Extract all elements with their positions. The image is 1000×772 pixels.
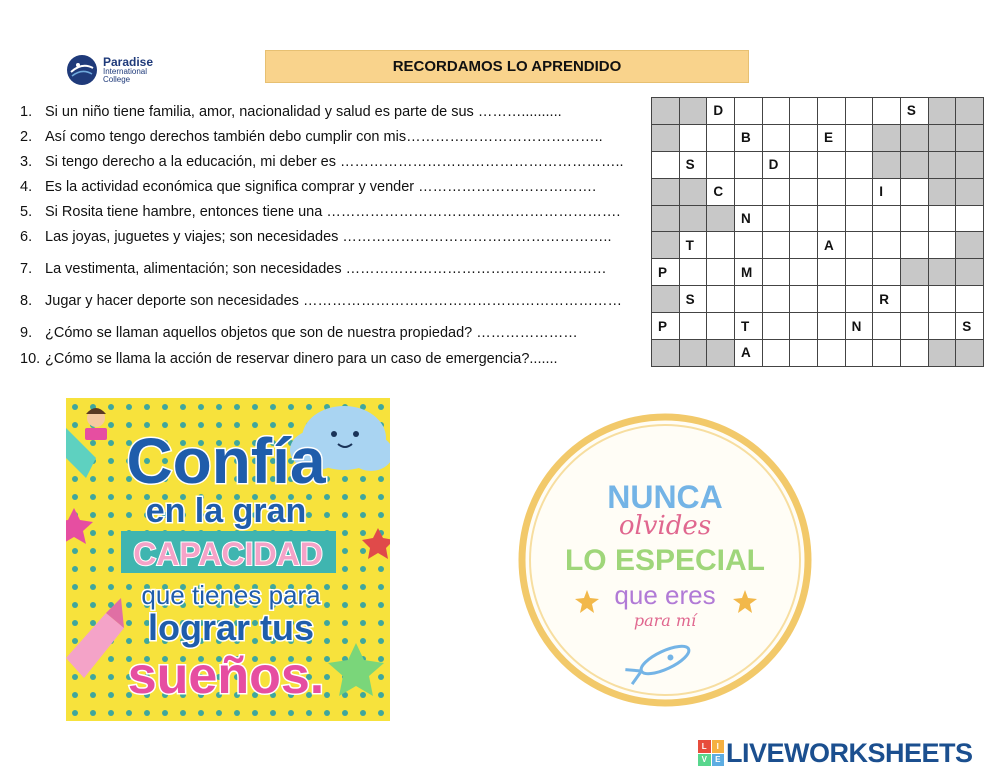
crossword-cell[interactable] [734,151,762,178]
crossword-cell[interactable] [652,151,680,178]
brand-text: LIVEWORKSHEETS [726,737,973,768]
crossword-cell: N [845,313,873,340]
crossword-blocked-cell [707,340,735,367]
crossword-blocked-cell [652,205,680,232]
crossword-row [652,98,984,125]
crossword-cell: N [734,205,762,232]
crossword-blocked-cell [928,178,956,205]
question-text: Jugar y hacer deporte son necesidades ………………………………………………………… [45,293,622,309]
crossword-row [652,178,984,205]
crossword-blocked-cell [652,340,680,367]
crossword-blocked-cell [900,259,928,286]
crossword-cell[interactable] [845,205,873,232]
question-text: Si un niño tiene familia, amor, nacionalidad y salud es parte de sus ……….......... [45,104,562,120]
crossword-cell[interactable] [817,178,845,205]
crossword-blocked-cell [679,178,707,205]
crossword-cell[interactable] [956,205,984,232]
crossword-cell[interactable] [762,259,790,286]
crossword-cell[interactable] [845,124,873,151]
crossword-cell[interactable] [845,259,873,286]
crossword-blocked-cell [652,124,680,151]
crossword-cell[interactable] [845,178,873,205]
logo-name: Paradise [103,55,154,69]
crossword-row [652,286,984,313]
crossword-blocked-cell [652,178,680,205]
badge-line-2: olvides [618,511,712,541]
crossword-cell[interactable] [762,205,790,232]
question-text: La vestimenta, alimentación; son necesidades ……………………………………………… [45,261,607,277]
brand-logo-icon [698,740,724,766]
crossword-blocked-cell [707,205,735,232]
badge-line-4: que eres [614,580,716,610]
crossword-blocked-cell [900,151,928,178]
crossword-cell[interactable] [900,205,928,232]
crossword-cell[interactable] [790,124,818,151]
crossword-cell[interactable] [817,313,845,340]
crossword-cell: T [734,313,762,340]
crossword-cell[interactable] [707,232,735,259]
badge-art [515,410,815,710]
title-banner [265,50,749,83]
crossword-blocked-cell [652,286,680,313]
question-item [20,325,578,341]
crossword-cell[interactable] [928,313,956,340]
logo-line-2: College [103,75,131,84]
crossword-blocked-cell [652,98,680,125]
page-title: RECORDAMOS LO APRENDIDO [392,58,622,75]
crossword-blocked-cell [900,124,928,151]
badge-line-1: NUNCA [607,479,723,515]
crossword-blocked-cell [956,178,984,205]
crossword-cell: S [679,286,707,313]
question-text: Si Rosita tiene hambre, entonces tiene una ……………………………………………………. [45,204,621,220]
crossword-cell: D [707,98,735,125]
poster-line-4: que tienes para [141,580,321,610]
crossword-cell[interactable] [707,124,735,151]
crossword-cell[interactable] [873,313,901,340]
crossword-cell[interactable] [817,259,845,286]
question-number: 8. [20,293,33,309]
logo-line-1: International [103,67,148,76]
crossword-cell: P [652,313,680,340]
crossword-blocked-cell [679,340,707,367]
poster-line-1: Confía [126,425,326,497]
crossword-blocked-cell [928,340,956,367]
crossword-cell[interactable] [817,151,845,178]
crossword-cell: S [956,313,984,340]
question-number: 6. [20,229,33,245]
crossword-cell[interactable] [762,313,790,340]
crossword-cell[interactable] [900,178,928,205]
crossword-cell[interactable] [928,286,956,313]
crossword-cell[interactable] [790,205,818,232]
question-text: ¿Cómo se llaman aquellos objetos que son de nuestra propiedad? ………………… [45,325,578,341]
crossword-cell[interactable] [679,313,707,340]
question-item [20,204,620,220]
crossword-cell[interactable] [762,124,790,151]
crossword-cell[interactable] [900,232,928,259]
question-item [20,351,558,367]
crossword-blocked-cell [652,232,680,259]
crossword-cell[interactable] [707,151,735,178]
question-text: Si tengo derecho a la educación, mi deber es ………………………………………………….. [45,154,624,170]
motivational-poster [66,398,390,721]
crossword-cell: S [900,98,928,125]
crossword-cell[interactable] [679,259,707,286]
crossword-cell[interactable] [817,205,845,232]
question-number: 2. [20,129,33,145]
crossword-cell: A [734,340,762,367]
crossword-cell[interactable] [790,151,818,178]
question-number: 3. [20,154,33,170]
crossword-cell[interactable] [762,178,790,205]
crossword-blocked-cell [956,151,984,178]
crossword-cell[interactable] [734,98,762,125]
question-text: Así como tengo derechos también debo cumplir con mis………………………………….. [45,129,603,145]
crossword-cell[interactable] [734,178,762,205]
brand-block: E [712,754,725,767]
question-number: 7. [20,261,33,277]
crossword-blocked-cell [956,232,984,259]
poster-line-6: sueños. [127,647,325,705]
crossword-row [652,205,984,232]
crossword-cell[interactable] [928,205,956,232]
poster-line-5: lograr tus [147,607,315,648]
crossword-cell[interactable] [956,286,984,313]
poster-line-3: CAPACIDAD [133,536,323,572]
crossword-row [652,259,984,286]
crossword-blocked-cell [956,340,984,367]
question-number: 1. [20,104,33,120]
liveworksheets-brand [698,736,973,770]
question-number: 5. [20,204,33,220]
globe-icon [66,54,98,86]
circular-badge [515,410,815,710]
crossword-blocked-cell [679,205,707,232]
crossword-blocked-cell [928,98,956,125]
crossword-grid [651,97,984,367]
poster-art [66,398,390,721]
question-number: 4. [20,179,33,195]
crossword-cell[interactable] [734,286,762,313]
crossword-blocked-cell [873,124,901,151]
crossword-blocked-cell [873,151,901,178]
crossword-cell[interactable] [790,313,818,340]
poster-line-2: en la gran [145,492,307,530]
crossword-cell[interactable] [817,286,845,313]
crossword-cell[interactable] [762,232,790,259]
crossword-cell[interactable] [873,340,901,367]
crossword-cell: T [679,232,707,259]
crossword-cell[interactable] [790,98,818,125]
crossword-cell[interactable] [845,340,873,367]
crossword-cell[interactable] [707,313,735,340]
crossword-cell[interactable] [900,313,928,340]
crossword-blocked-cell [956,259,984,286]
badge-line-5: para mí [633,611,697,630]
crossword-row [652,313,984,340]
question-text: Es la actividad económica que significa comprar y vender ………………………………. [45,179,597,195]
crossword-cell[interactable] [762,340,790,367]
crossword-cell[interactable] [790,178,818,205]
crossword-cell: D [762,151,790,178]
crossword-cell: S [679,151,707,178]
crossword-cell[interactable] [845,232,873,259]
crossword-cell[interactable] [845,98,873,125]
question-text: Las joyas, juguetes y viajes; son necesidades ……………………………………………….. [45,229,612,245]
crossword-cell: B [734,124,762,151]
crossword-cell[interactable] [707,259,735,286]
crossword-cell[interactable] [679,124,707,151]
question-item [20,154,624,170]
crossword-cell[interactable] [762,286,790,313]
brand-block: I [712,740,725,753]
crossword-cell[interactable] [845,151,873,178]
crossword-blocked-cell [928,124,956,151]
crossword-cell: I [873,178,901,205]
question-text: ¿Cómo se llama la acción de reservar dinero para un caso de emergencia?....... [45,351,558,367]
question-item [20,229,611,245]
question-item [20,293,622,309]
crossword-cell[interactable] [928,232,956,259]
crossword-cell[interactable] [790,232,818,259]
crossword-cell[interactable] [790,286,818,313]
crossword-blocked-cell [928,259,956,286]
crossword-blocked-cell [928,151,956,178]
crossword-cell[interactable] [873,98,901,125]
brand-block: V [698,754,711,767]
crossword-cell: M [734,259,762,286]
school-logo [66,52,176,88]
question-number: 10. [20,351,41,367]
question-number: 9. [20,325,33,341]
crossword-cell[interactable] [873,259,901,286]
crossword-cell[interactable] [762,98,790,125]
crossword-cell[interactable] [707,286,735,313]
crossword-cell[interactable] [734,232,762,259]
crossword-cell[interactable] [817,98,845,125]
crossword-cell: P [652,259,680,286]
crossword-cell[interactable] [790,259,818,286]
brand-block: L [698,740,711,753]
question-item [20,179,596,195]
crossword-cell: R [873,286,901,313]
crossword-blocked-cell [679,98,707,125]
badge-line-3: LO ESPECIAL [564,544,766,577]
crossword-cell[interactable] [873,232,901,259]
crossword-cell[interactable] [900,340,928,367]
crossword-cell[interactable] [790,340,818,367]
crossword-row [652,124,984,151]
crossword-blocked-cell [956,98,984,125]
question-item [20,129,603,145]
crossword-cell[interactable] [873,205,901,232]
crossword-cell: E [817,124,845,151]
crossword-cell[interactable] [900,286,928,313]
crossword-cell[interactable] [817,340,845,367]
crossword-cell: C [707,178,735,205]
crossword-row [652,232,984,259]
crossword-row [652,151,984,178]
crossword-cell[interactable] [845,286,873,313]
crossword-blocked-cell [956,124,984,151]
question-item [20,261,607,277]
crossword-cell: A [817,232,845,259]
crossword-row [652,340,984,367]
question-item [20,104,562,120]
